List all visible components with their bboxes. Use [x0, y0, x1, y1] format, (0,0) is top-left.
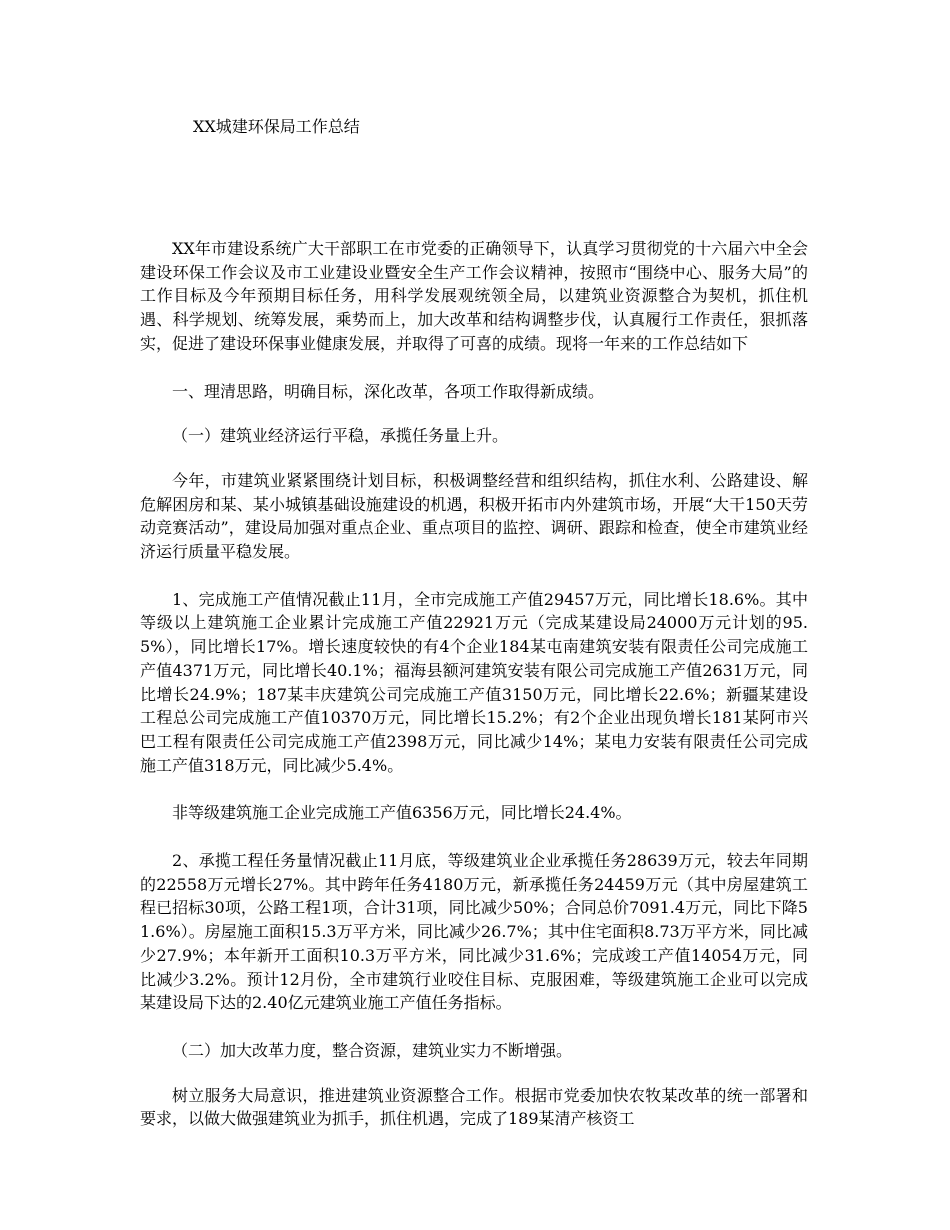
resource-integration-paragraph: 树立服务大局意识，推进建筑业资源整合工作。根据市党委加快农牧某改革的统一部署和要求，以做大做强建筑业为抓手，抓住机遇，完成了189某清产核资工 [140, 1085, 808, 1129]
subsection-heading-2: （二）加大改革力度，整合资源，建筑业实力不断增强。 [172, 1040, 573, 1060]
output-value-paragraph: 1、完成施工产值情况截止11月，全市完成施工产值29457万元，同比增长18.6%。其中等级以上建筑施工企业累计完成施工产值22921万元（完成某建设局24000万元计划的95.5%），同比增长17%。增长速度较快的有4个企业184某屯南建筑安装有限责任公司完成施工产值4371万元，同比增长40.1%；福海县额河建筑安装有限公司完成施工产值2631万元，同比增长24.9%；187某丰庆建筑公司完成施工产值3150万元，同比增长22.6%；新疆某建设工程总公司完成施工产值10370万元，同比增长15.2%；有2个企业出现负增长181某阿市兴巴工程有限责任公司完成施工产值2398万元，同比减少14%；某电力安装有限责任公司完成施工产值318万元，同比减少5.4%。 [140, 589, 808, 775]
subsection-heading-1: （一）建筑业经济运行平稳，承揽任务量上升。 [172, 426, 509, 446]
section-heading-1: 一、理清思路，明确目标，深化改革，各项工作取得新成绩。 [172, 381, 605, 401]
construction-economy-paragraph: 今年，市建筑业紧紧围绕计划目标，积极调整经营和组织结构，抓住水利、公路建设、解危解困房和某、某小城镇基础设施建设的机遇，积极开拓市内外建筑市场，开展“大干150天劳动竞赛活动”，建设局加强对重点企业、重点项目的监控、调研、跟踪和检查，使全市建筑业经济运行质量平稳发展。 [140, 470, 808, 562]
document-body [140, 237, 808, 1155]
intro-paragraph: XX年市建设系统广大干部职工在市党委的正确领导下，认真学习贯彻党的十六届六中全会建设环保工作会议及市工业建设业暨安全生产工作会议精神，按照市“围绕中心、服务大局”的工作目标及今年预期目标任务，用科学发展观统领全局，以建筑业资源整合为契机，抓住机遇、科学规划、统筹发展，乘势而上，加大改革和结构调整步伐，认真履行工作责任，狠抓落实，促进了建设环保事业健康发展，并取得了可喜的成绩。现将一年来的工作总结如下 [140, 239, 808, 353]
contracted-tasks-paragraph: 2、承揽工程任务量情况截止11月底，等级建筑业企业承揽任务28639万元，较去年同期的22558万元增长27%。其中跨年任务4180万元，新承揽任务24459万元（其中房屋建筑工程已招标30项，公路工程1项，合计31项，同比减少50%；合同总价7091.4万元，同比下降51.6%）。房屋施工面积15.3万平方米，同比减少26.7%；其中住宅面积8.73万平方米，同比减少27.9%；本年新开工面积10.3万平方米，同比减少31.6%；完成竣工产值14054万元，同比减少3.2%。预计12月份，全市建筑行业咬住目标、克服困难，等级建筑施工企业可以完成某建设局下达的2.40亿元建筑业施工产值任务指标。 [140, 851, 808, 1013]
non-graded-output-paragraph: 非等级建筑施工企业完成施工产值6356万元，同比增长24.4%。 [172, 803, 632, 823]
document-title: XX城建环保局工作总结 [193, 117, 360, 136]
